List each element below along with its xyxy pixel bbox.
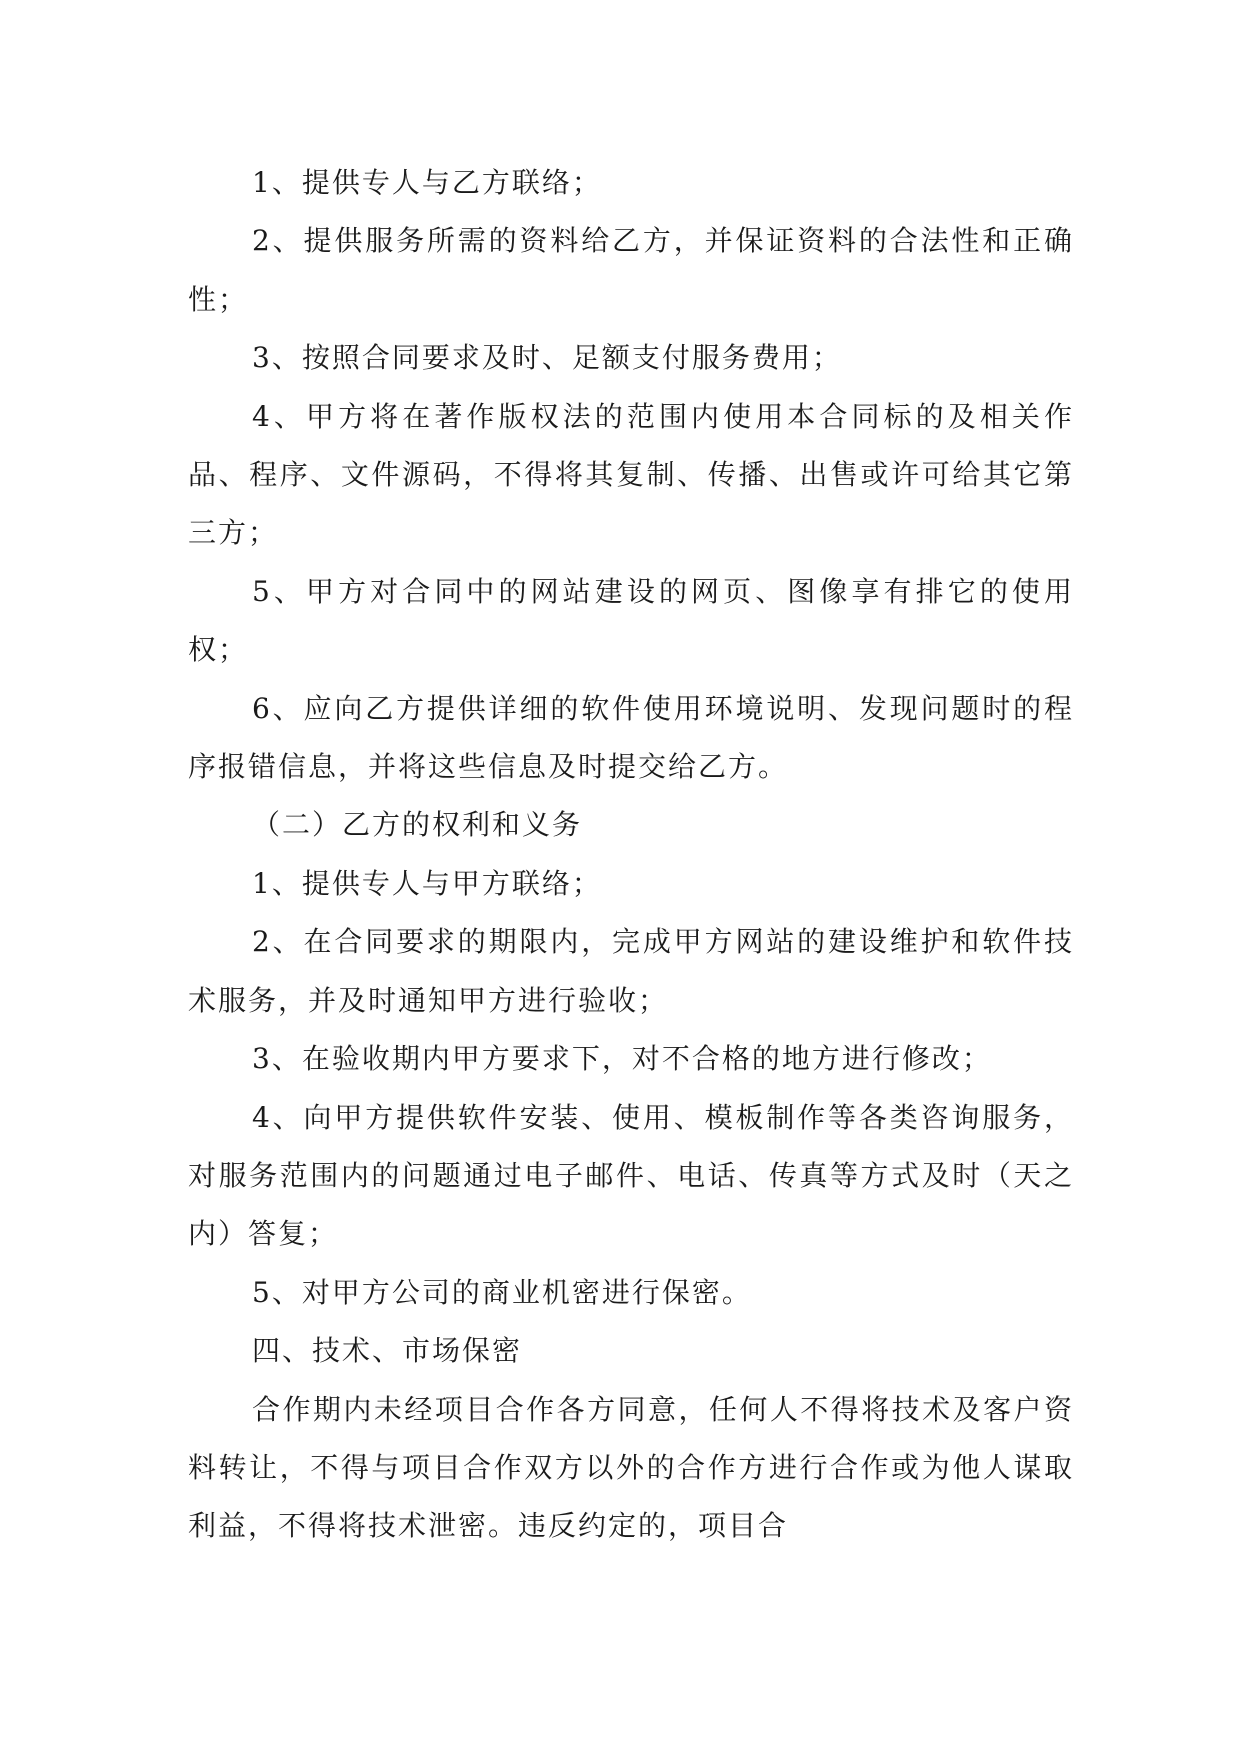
party-a-duty-4: 4、甲方将在著作版权法的范围内使用本合同标的及相关作品、程序、文件源码，不得将其复制、传播、出售或许可给其它第三方； — [188, 399, 1074, 550]
party-a-duty-1: 1、提供专人与乙方联络； — [252, 166, 602, 199]
section-heading-party-b: （二）乙方的权利和义务 — [252, 808, 583, 842]
party-a-duty-2: 2、提供服务所需的资料给乙方，并保证资料的合法性和正确性； — [188, 224, 1074, 316]
party-b-duty-5: 5、对甲方公司的商业机密进行保密。 — [252, 1275, 752, 1309]
party-a-duty-3: 3、按照合同要求及时、足额支付服务费用； — [252, 341, 842, 375]
party-b-duty-3: 3、在验收期内甲方要求下，对不合格的地方进行修改； — [252, 1042, 992, 1076]
party-a-duty-6: 6、应向乙方提供详细的软件使用环境说明、发现问题时的程序报错信息，并将这些信息及时提交给乙方。 — [188, 691, 1074, 784]
section-heading-confidentiality: 四、技术、市场保密 — [252, 1334, 523, 1368]
party-a-duty-5: 5、甲方对合同中的网站建设的网页、图像享有排它的使用权； — [188, 574, 1074, 667]
document-body — [188, 154, 1074, 1556]
party-b-duty-2: 2、在合同要求的期限内，完成甲方网站的建设维护和软件技术服务，并及时通知甲方进行验收； — [188, 925, 1074, 1017]
party-b-duty-1: 1、提供专人与甲方联络； — [252, 866, 602, 900]
confidentiality-paragraph: 合作期内未经项目合作各方同意，任何人不得将技术及客户资料转让，不得与项目合作双方以外的合作方进行合作或为他人谋取利益，不得将技术泄密。违反约定的，项目合 — [188, 1392, 1074, 1543]
party-b-duty-4: 4、向甲方提供软件安装、使用、模板制作等各类咨询服务，对服务范围内的问题通过电子邮件、电话、传真等方式及时（天之内）答复； — [188, 1100, 1074, 1251]
